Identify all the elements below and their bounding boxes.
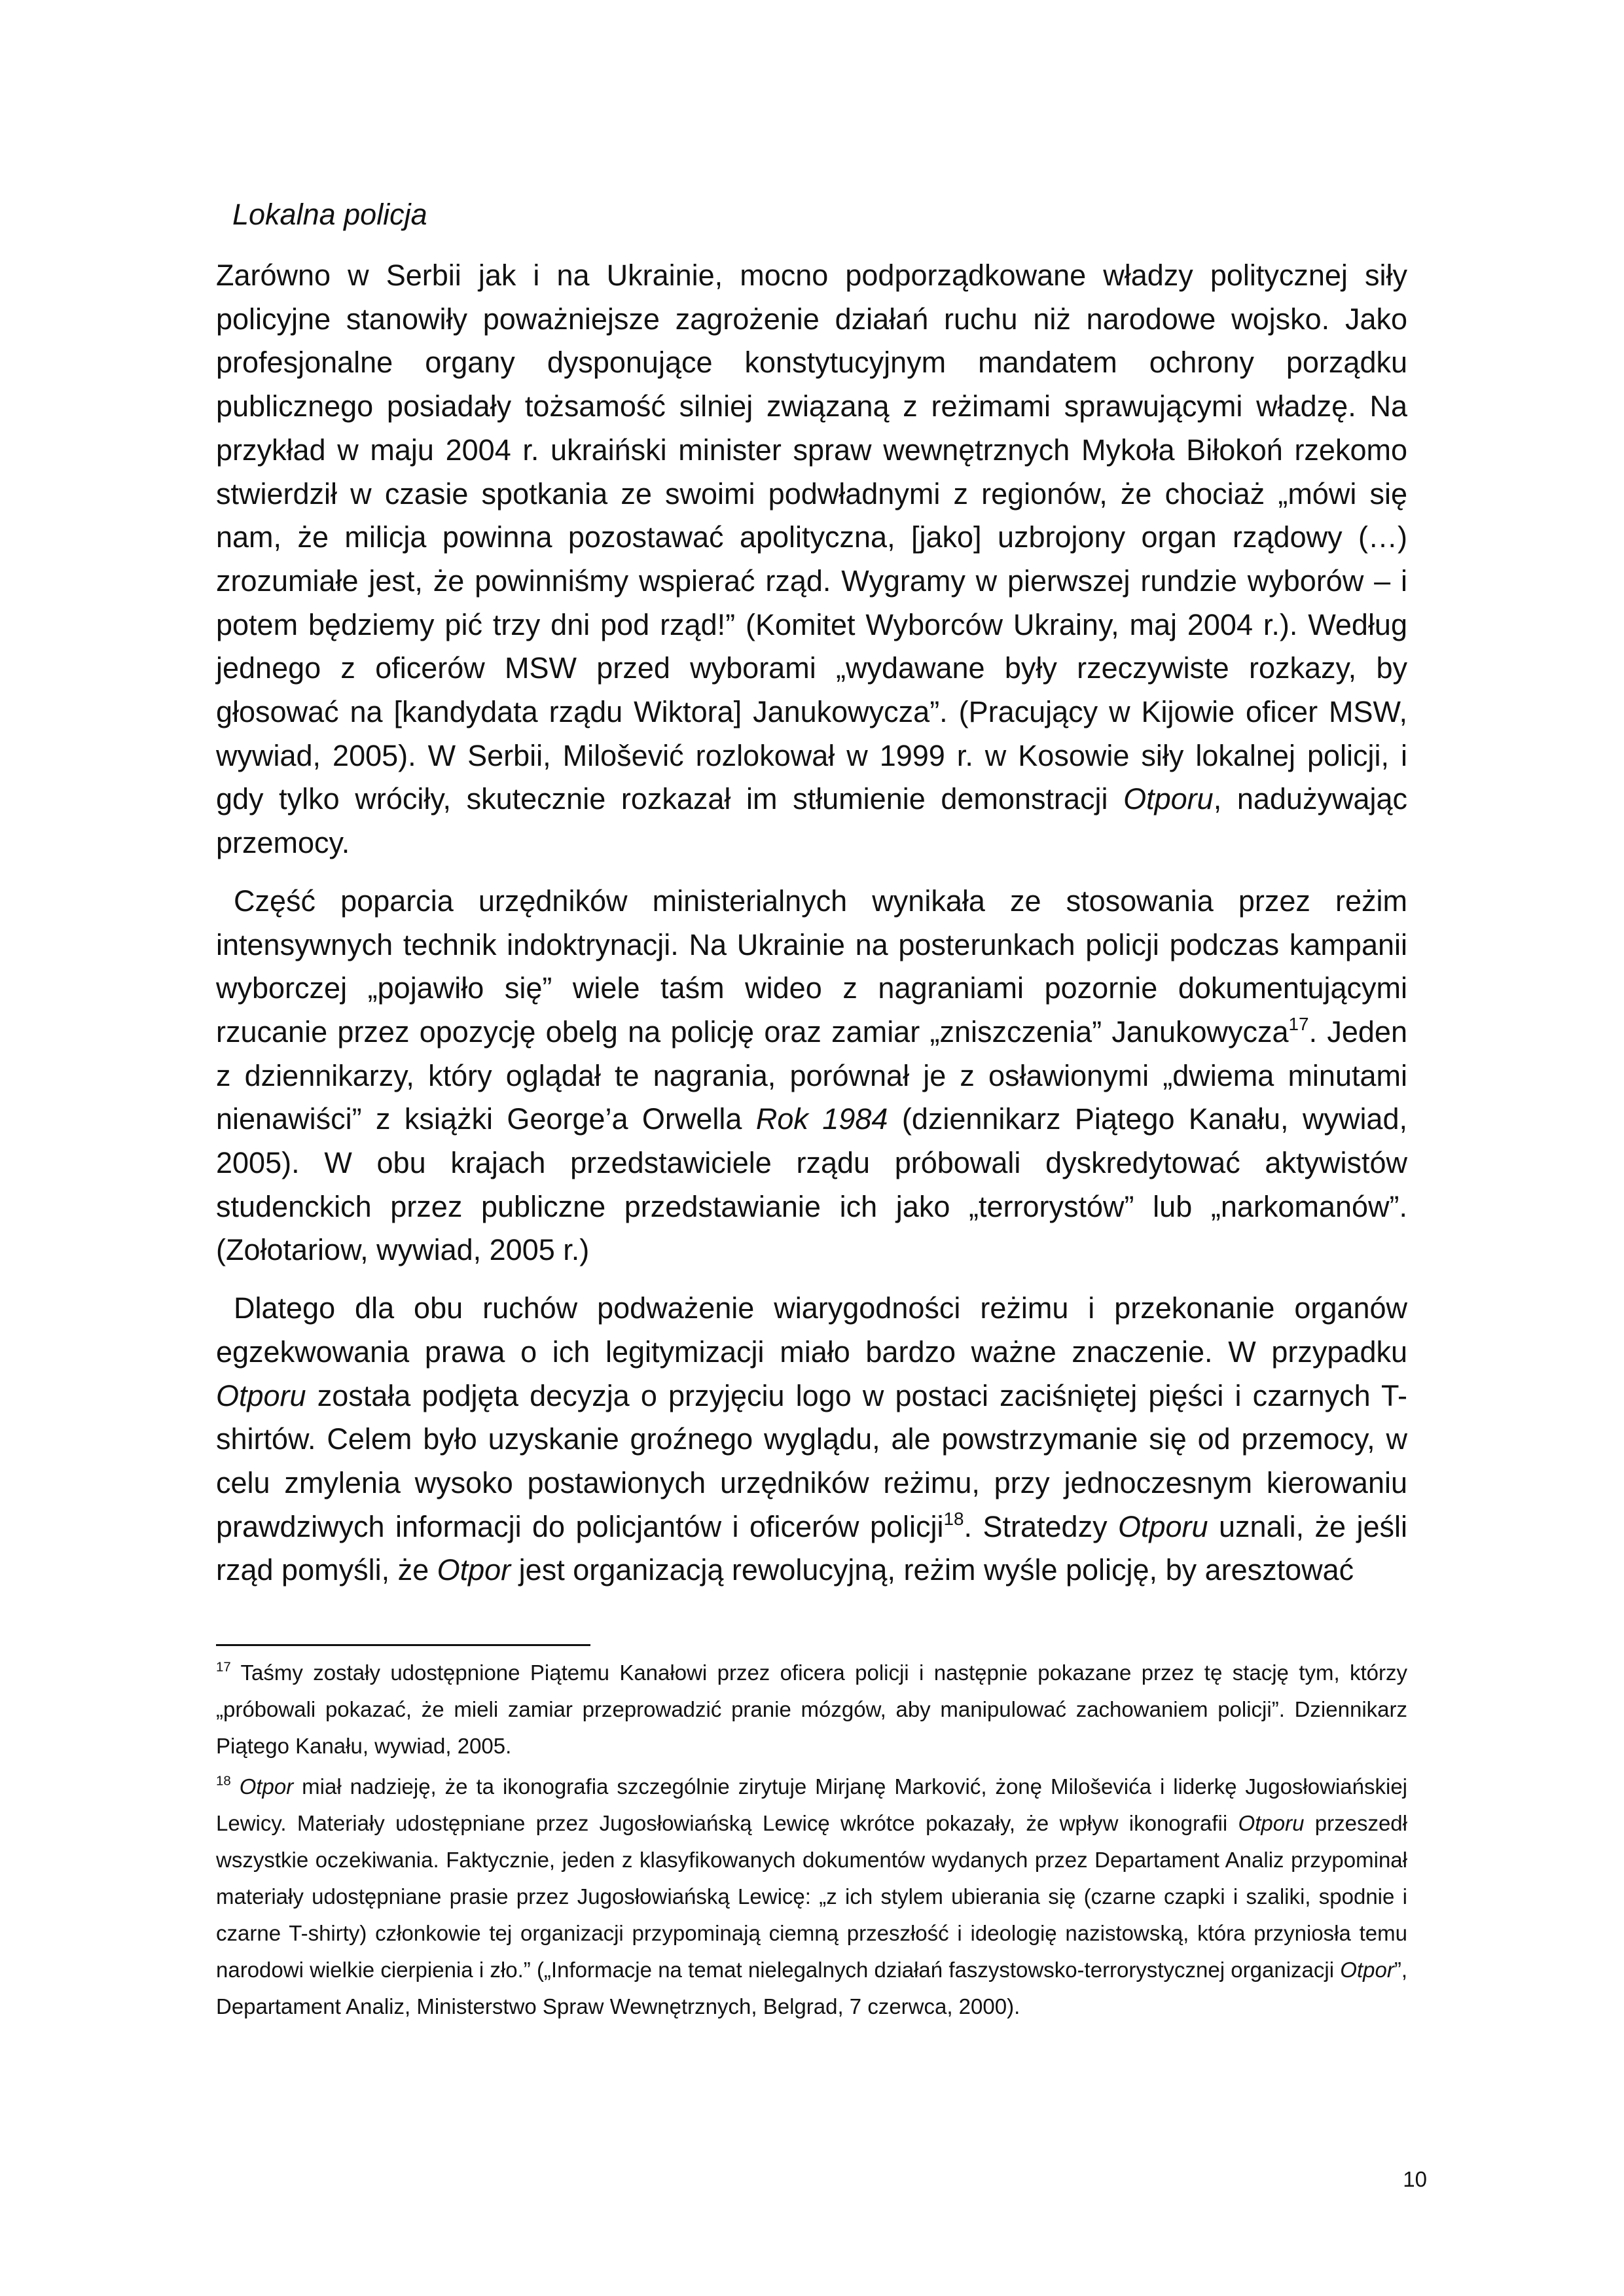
footnotes — [216, 1655, 1407, 2025]
text-run: miał nadzieję, że ta ikonografia szczególnie zirytuje Mirjanę Marković, żonę Miloševića i liderkę Jugosłowiańskiej Lewicy. Materiały udostępniane przez Jugosłowiańską Lewicę wkrótce pokazały, że wpływ ikonografii — [216, 1774, 1408, 1835]
paragraph-1 — [216, 254, 1407, 865]
footnote-marker: 18 — [943, 1508, 964, 1529]
text-run: Zarówno w Serbii jak i na Ukrainie, mocno podporządkowane władzy politycznej siły policyjne stanowiły poważniejsze zagrożenie działań ruchu niż narodowe wojsko. Jako profesjonalne organy dysponujące konstytucyjnym mandatem ochrony porządku publicznego posiadały tożsamość silniej związaną z reżimami sprawującymi władzę. Na przykład w maju 2004 r. ukraiński minister spraw wewnętrznych Mykoła Biłokoń rzekomo stwierdził w czasie spotkania ze swoimi podwładnymi z regionów, że chociaż „mówi się nam, że milicja powinna pozostawać apolityczna, [jako] uzbrojony organ rządowy (…) zrozumiałe jest, że powinniśmy wspierać rząd. Wygramy w pierwszej rundzie wyborów – i potem będziemy pić trzy dni pod rząd!” (Komitet Wyborców Ukrainy, maj 2004 r.). Według jednego z oficerów MSW przed wyborami „wydawane były rzeczywiste rozkazy, by głosować na [kandydata rządu Wiktora] Janukowycza”. (Pracujący w Kijowie oficer MSW, wywiad, 2005). W Serbii, Milošević rozlokował w 1999 r. w Kosowie siły lokalnej policji, i gdy tylko wróciły, skutecznie rozkazał im stłumienie demonstracji — [216, 259, 1407, 816]
text-run: uznali, że jeśli rząd pomyśli, że — [216, 1509, 1407, 1587]
italic-text: Otporu — [1123, 782, 1214, 816]
text-run: Taśmy zostały udostępnione Piątemu Kanałowi przez oficera policji i następnie pokazane przez tę stację tym, którzy „próbowali pokazać, że mieli zamiar przeprowadzić pranie mózgów, aby manipulować zachowaniem policji”. Dziennikarz Piątego Kanału, wywiad, 2005. — [216, 1660, 1407, 1758]
italic-text: Otporu — [216, 1378, 306, 1412]
footnote-marker: 18 — [216, 1773, 231, 1789]
section-heading: Lokalna policja — [232, 198, 427, 231]
body-text — [216, 254, 1407, 1592]
text-run: . Jeden z dziennikarzy, który oglądał te nagrania, porównał je z osławionymi „dwiema minutami nienawiści” z książki George’a Orwella — [216, 1014, 1407, 1136]
paragraph-3 — [216, 1287, 1407, 1592]
italic-text: Otporu — [1118, 1509, 1208, 1543]
italic-text: Otporu — [1238, 1811, 1305, 1835]
paragraph-2 — [216, 880, 1407, 1272]
text-run: . Stratedzy — [964, 1509, 1118, 1543]
text-run: jest organizacją rewolucyjną, reżim wyśle policję, by aresztować — [511, 1553, 1354, 1587]
footnote-marker: 17 — [216, 1659, 231, 1675]
italic-text: Otpor — [437, 1553, 511, 1587]
text-run: została podjęta decyzja o przyjęciu logo w postaci zaciśniętej pięści i czarnych T-shirtów. Celem było uzyskanie groźnego wyglądu, ale powstrzymanie się od przemocy, w celu zmylenia wysoko postawionych urzędników reżimu, przy jednoczesnym kierowaniu prawdziwych informacji do policjantów i oficerów policji — [216, 1378, 1407, 1543]
italic-text: Otpor — [1340, 1958, 1394, 1982]
text-run: ”, Departament Analiz, Ministerstwo Spraw Wewnętrznych, Belgrad, 7 czerwca, 2000). — [216, 1958, 1407, 2018]
italic-text: Rok 1984 — [755, 1102, 888, 1136]
text-run: , nadużywając przemocy. — [216, 782, 1407, 860]
footnote-18 — [216, 1768, 1407, 2025]
text-run: (dziennikarz Piątego Kanału, wywiad, 2005). W obu krajach przedstawiciele rządu próbowali dyskredytować aktywistów studenckich przez publiczne przedstawianie ich jako „terrorystów” lub „narkomanów”. (Zołotariow, wywiad, 2005 r.) — [216, 1102, 1407, 1267]
italic-text: Otpor — [239, 1774, 294, 1799]
footnote-17 — [216, 1655, 1407, 1765]
text-run — [231, 1774, 240, 1799]
footnote-separator — [216, 1644, 590, 1646]
footnote-marker: 17 — [1288, 1013, 1309, 1034]
text-run: Część poparcia urzędników ministerialnych wynikała ze stosowania przez reżim intensywnych technik indoktrynacji. Na Ukrainie na posterunkach policji podczas kampanii wyborczej „pojawiło się” wiele taśm wideo z nagraniami pozornie dokumentującymi rzucanie przez opozycję obelg na policję oraz zamiar „zniszczenia” Janukowycza — [216, 884, 1407, 1049]
text-run: Dlatego dla obu ruchów podważenie wiarygodności reżimu i przekonanie organów egzekwowania prawa o ich legitymizacji miało bardzo ważne znaczenie. W przypadku — [216, 1291, 1407, 1369]
text-run: przeszedł wszystkie oczekiwania. Faktycznie, jeden z klasyfikowanych dokumentów wydanych przez Departament Analiz przypominał materiały udostępniane prasie przez Jugosłowiańską Lewicę: „z ich stylem ubierania się (czarne czapki i szaliki, spodnie i czarne T-shirty) członkowie tej organizacji przypominają ciemną przeszłość i ideologię nazistowską, która przyniosła temu narodowi wielkie cierpienia i zło.” („Informacje na temat nielegalnych działań faszystowsko-terrorystycznej organizacji — [216, 1811, 1407, 1982]
page-number: 10 — [1403, 2167, 1427, 2191]
